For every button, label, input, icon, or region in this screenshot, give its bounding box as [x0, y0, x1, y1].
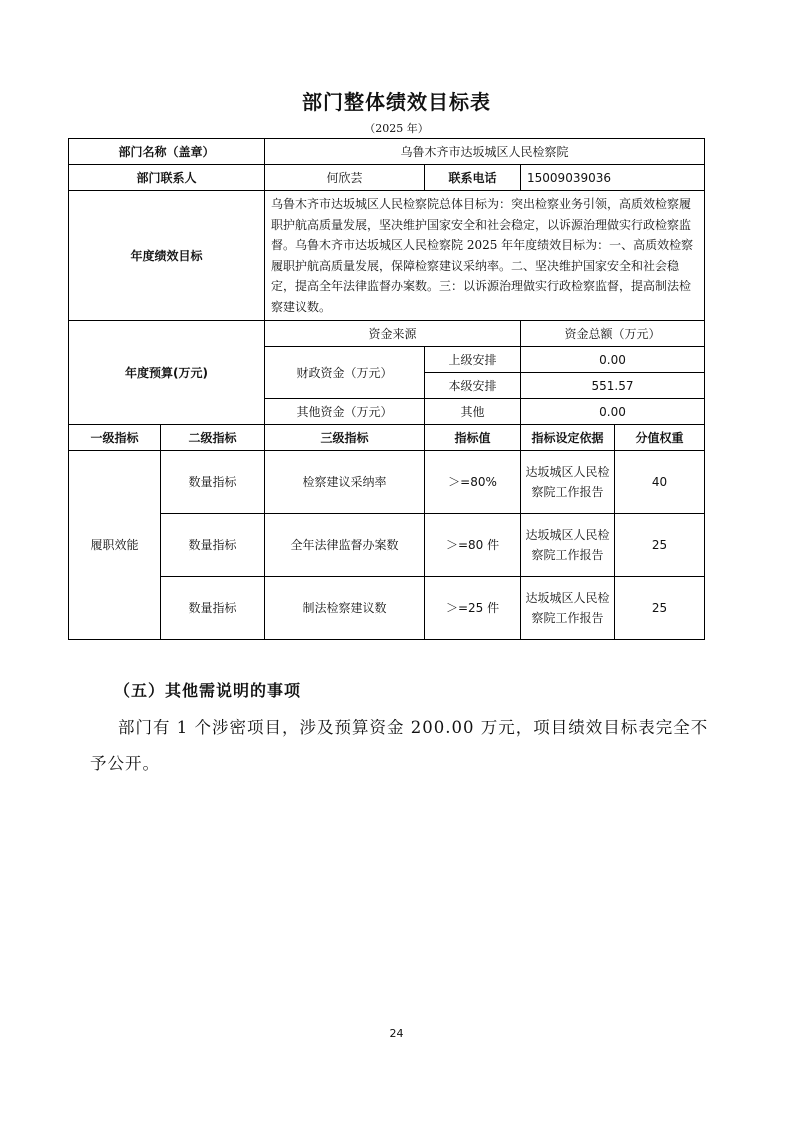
indicator-weight: 40 — [615, 451, 705, 514]
header-basis: 指标设定依据 — [521, 425, 615, 451]
section-paragraph: 部门有 1 个涉密项目，涉及预算资金 200.00 万元，项目绩效目标表完全不予公开。 — [90, 718, 709, 773]
indicator-weight: 25 — [615, 514, 705, 577]
phone-value: 15009039036 — [521, 165, 705, 191]
level2-indicator: 数量指标 — [161, 451, 265, 514]
indicator-value: ＞=80% — [425, 451, 521, 514]
dept-contact-label: 部门联系人 — [69, 165, 265, 191]
indicator-basis: 达坂城区人民检察院工作报告 — [521, 451, 615, 514]
fund-total-header: 资金总额（万元） — [521, 321, 705, 347]
indicator-value: ＞=80 件 — [425, 514, 521, 577]
upper-allocation-label: 上级安排 — [425, 347, 521, 373]
fiscal-fund-label: 财政资金（万元） — [265, 347, 425, 399]
table-row — [69, 514, 705, 577]
fund-source-header: 资金来源 — [265, 321, 521, 347]
local-allocation-value: 551.57 — [521, 373, 705, 399]
header-level3: 三级指标 — [265, 425, 425, 451]
dept-name-value: 乌鲁木齐市达坂城区人民检察院 — [265, 139, 705, 165]
section-heading: （五）其他需说明的事项 — [114, 681, 302, 700]
table-row — [69, 451, 705, 514]
budget-label: 年度预算(万元) — [69, 321, 265, 425]
header-level2: 二级指标 — [161, 425, 265, 451]
other-fund-label: 其他资金（万元） — [265, 399, 425, 425]
level3-indicator: 检察建议采纳率 — [265, 451, 425, 514]
year-label: （2025 年） — [364, 122, 429, 135]
upper-allocation-value: 0.00 — [521, 347, 705, 373]
level1-indicator: 履职效能 — [69, 451, 161, 640]
phone-label: 联系电话 — [425, 165, 521, 191]
other-fund-sub-label: 其他 — [425, 399, 521, 425]
level3-indicator: 全年法律监督办案数 — [265, 514, 425, 577]
level2-indicator: 数量指标 — [161, 577, 265, 640]
performance-table — [68, 138, 705, 640]
dept-name-label: 部门名称（盖章） — [69, 139, 265, 165]
level2-indicator: 数量指标 — [161, 514, 265, 577]
header-value: 指标值 — [425, 425, 521, 451]
indicator-basis: 达坂城区人民检察院工作报告 — [521, 577, 615, 640]
goal-label: 年度绩效目标 — [69, 191, 265, 321]
level3-indicator: 制法检察建议数 — [265, 577, 425, 640]
goal-text: 乌鲁木齐市达坂城区人民检察院总体目标为：突出检察业务引领，高质效检察履职护航高质量发展，坚决维护国家安全和社会稳定，以诉源治理做实行政检察监督。乌鲁木齐市达坂城区人民检察院 2025 年年度绩效目标为：一、高质效检察履职护航高质量发展，保障检察建议采纳率。二、坚决维护国家安全和社会稳定，提高全年法律监督办案数。三：以诉源治理做实行政检察监督，提高制法检察建议数。 — [265, 191, 705, 321]
document-title: 部门整体绩效目标表 — [302, 90, 491, 114]
indicator-basis: 达坂城区人民检察院工作报告 — [521, 514, 615, 577]
other-fund-value: 0.00 — [521, 399, 705, 425]
header-level1: 一级指标 — [69, 425, 161, 451]
dept-contact-value: 何欣芸 — [265, 165, 425, 191]
page-number: 24 — [389, 1027, 404, 1040]
local-allocation-label: 本级安排 — [425, 373, 521, 399]
indicator-value: ＞=25 件 — [425, 577, 521, 640]
indicator-weight: 25 — [615, 577, 705, 640]
header-weight: 分值权重 — [615, 425, 705, 451]
table-row — [69, 577, 705, 640]
